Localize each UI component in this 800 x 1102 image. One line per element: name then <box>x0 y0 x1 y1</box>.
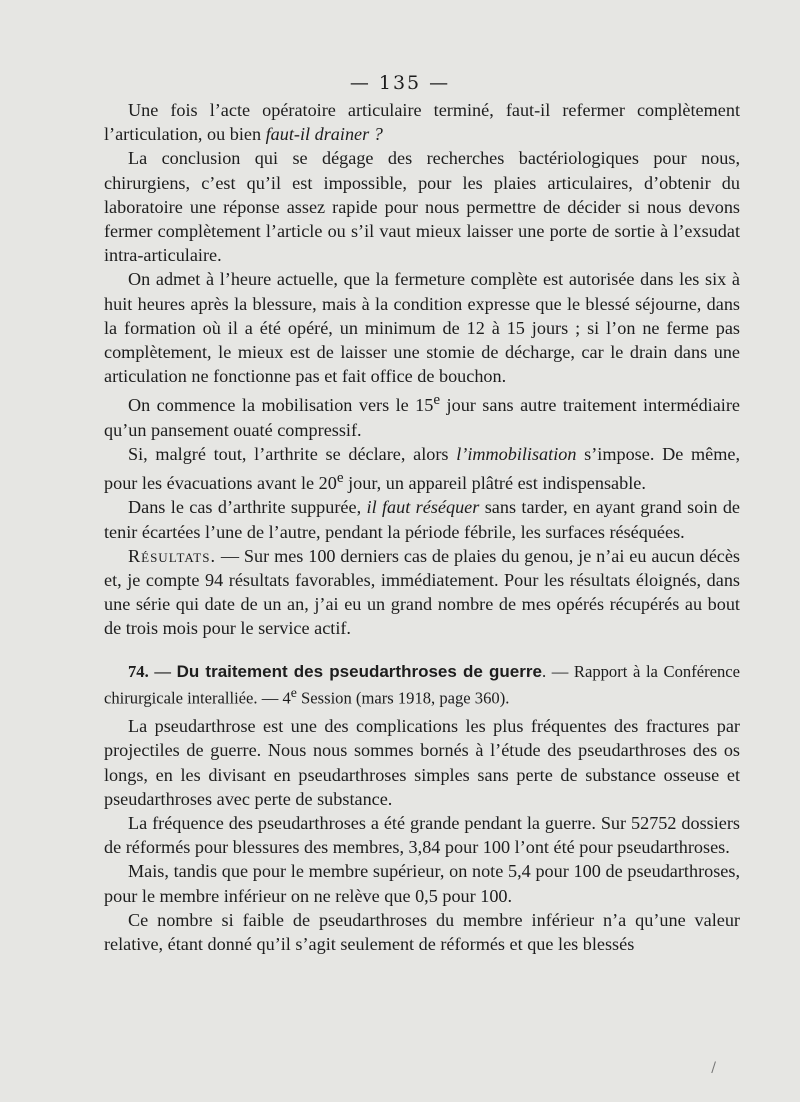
italic-run: il faut réséquer <box>366 497 480 518</box>
paragraph-results <box>104 544 740 641</box>
text-run: On commence la mobilisation vers le 15 <box>128 395 434 416</box>
italic-run: faut-il drainer ? <box>265 124 383 145</box>
paragraph-upper-limb: Mais, tandis que pour le membre supérieur, on note 5,4 pour 100 de pseudarthroses, pour le membre inférieur on ne relève que 0,5 pour 100. <box>104 861 740 906</box>
corner-mark: / <box>711 1060 716 1076</box>
text-run: s’impose. De même, pour les évacuations avant le 20 <box>104 443 740 494</box>
entry-reference: . — Rapport à la Conférence chirurgicale interalliée. — 4 <box>104 661 741 708</box>
paragraph-frequency: La fréquence des pseudarthroses a été grande pendant la guerre. Sur 52752 dossiers de réformés pour blessures des membres, 3,84 pour 100 l’ont été pour pseudarthroses. <box>104 812 740 858</box>
entry-dash: — <box>148 661 177 681</box>
text-run: — Sur mes 100 derniers cas de plaies du genou, je n’ai eu aucun décès et, je compte 94 résultats favorables, immédiatement. Pour les résultats éloignés, dans une série qui date de un an, j’ai eu un grand nombre de mes opérés récupérés au bout de trois mois pour le service actif. <box>104 545 740 639</box>
superscript: e <box>433 391 441 409</box>
italic-run: l’immobilisation <box>456 443 577 464</box>
text-run: Si, malgré tout, l’arthrite se déclare, alors <box>128 443 457 464</box>
entry-reference-end: Session (mars 1918, page 360). <box>296 688 510 708</box>
paragraph-pseudarthrosis-definition: La pseudarthrose est une des complications les plus fréquentes des fractures par projectiles de guerre. Nous nous sommes bornés à l’étude des pseudarthroses des os longs, en les divisant en pseudarthroses simples sans perte de substance osseuse et pseudarthroses avec perte de substance. <box>104 716 740 809</box>
text-run: jour, un appareil plâtré est indispensable. <box>343 473 646 494</box>
paragraph-immobilisation <box>104 442 740 495</box>
text-run: Une fois l’acte opératoire articulaire terminé, faut-il refermer complètement l’articulation, ou bien <box>104 100 740 145</box>
page-number: — 135 — <box>349 72 451 94</box>
body-text <box>104 98 740 956</box>
paragraph-conclusion: La conclusion qui se dégage des recherches bactériologiques pour nous, chirurgiens, c’est qu’il est impossible, pour les plaies articulaires, d’obtenir du laboratoire une réponse assez rapide pour nous permettre de décider si nous devons fermer complètement l’article ou s’il vaut mieux laisser une porte de sortie à l’exsudat intra-articulaire. <box>104 148 740 266</box>
paragraph-lower-limb: Ce nombre si faible de pseudarthroses du membre inférieur n’a qu’une valeur relative, étant donné qu’il s’agit seulement de réformés et que les blessés <box>104 909 740 954</box>
entry-number: 74. <box>128 661 149 681</box>
paragraph-resection <box>104 495 740 543</box>
paragraph-drainage-question <box>104 98 740 146</box>
bibliography-entry-74 <box>104 661 740 709</box>
entry-title: Du traitement des pseudarthroses de guerre <box>176 661 542 681</box>
small-caps-heading: Résultats. <box>128 545 217 566</box>
paragraph-mobilisation <box>104 388 740 441</box>
text-run: sans tarder, en ayant grand soin de tenir écartées l’une de l’autre, pendant la période fébrile, les surfaces réséquées. <box>104 497 740 542</box>
text-run: Dans le cas d’arthrite suppurée, <box>128 497 367 518</box>
paragraph-closure: On admet à l’heure actuelle, que la fermeture complète est autorisée dans les six à huit heures après la blessure, mais à la condition expresse que le blessé séjourne, dans la formation où il a été opéré, un minimum de 12 à 15 jours ; si l’on ne ferme pas complètement, le mieux est de laisser une stomie de décharge, car le drain dans une articulation ne fonctionne pas et fait office de bouchon. <box>104 269 740 387</box>
superscript: e <box>290 684 297 700</box>
text-run: jour sans autre traitement intermédiaire qu’un pansement ouaté compressif. <box>104 395 740 440</box>
superscript: e <box>336 469 344 487</box>
